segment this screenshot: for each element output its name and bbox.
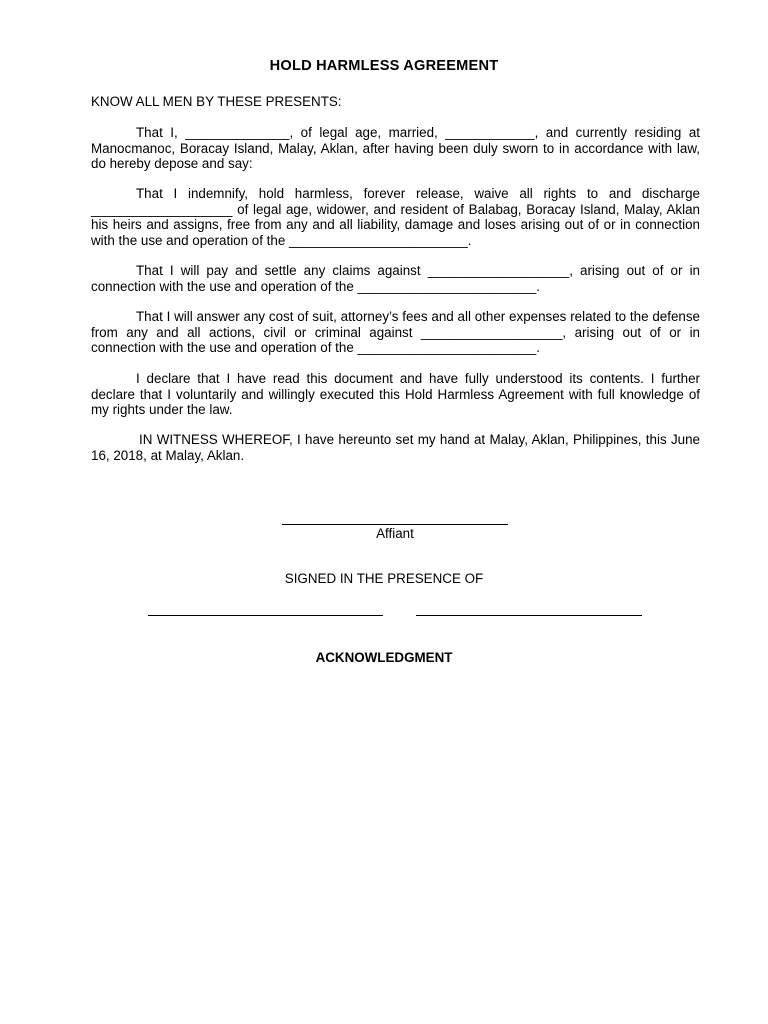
intro-line: KNOW ALL MEN BY THESE PRESENTS: [91,94,342,109]
paragraph-declaration: I declare that I have read this document and have fully understood its contents. I further declare that I voluntarily and willingly executed this Hold Harmless Agreement with full knowledge of my rights under the law. [91,371,700,418]
document-title: HOLD HARMLESS AGREEMENT [269,58,499,74]
acknowledgment-heading: ACKNOWLEDGMENT [315,650,453,665]
paragraph-affiant-identity: That I, ______________, of legal age, married, ____________, and currently residing at Manocmanoc, Boracay Island, Malay, Aklan, after having been duly sworn to in accordance with law, do hereby depose and say: [91,125,700,172]
witness-signature-line-1 [148,615,383,616]
paragraph-settle-claims: That I will pay and settle any claims against ___________________, arising out of or in connection with the use and operation of the ________________________. [91,263,700,294]
witness-signature-line-2 [416,615,642,616]
paragraph-indemnify: That I indemnify, hold harmless, forever release, waive all rights to and discharge ___________________ of legal age, widower, and resident of Balabag, Boracay Island, Malay, Aklan his heirs and assigns, free from any and all liability, damage and loses arising out of or in connection with the use and operation of the ________________________. [91,186,700,248]
signed-in-presence-heading: SIGNED IN THE PRESENCE OF [284,571,484,586]
affiant-signature-line [282,524,508,525]
paragraph-cost-of-suit: That I will answer any cost of suit, attorney’s fees and all other expenses related to the defense from any and all actions, civil or criminal against ___________________, arising out of or in connection with the use and operation of the ________________________. [91,309,700,356]
paragraph-witness-whereof: IN WITNESS WHEREOF, I have hereunto set my hand at Malay, Aklan, Philippines, this June 16, 2018, at Malay, Aklan. [91,432,700,463]
affiant-label: Affiant [376,526,414,541]
